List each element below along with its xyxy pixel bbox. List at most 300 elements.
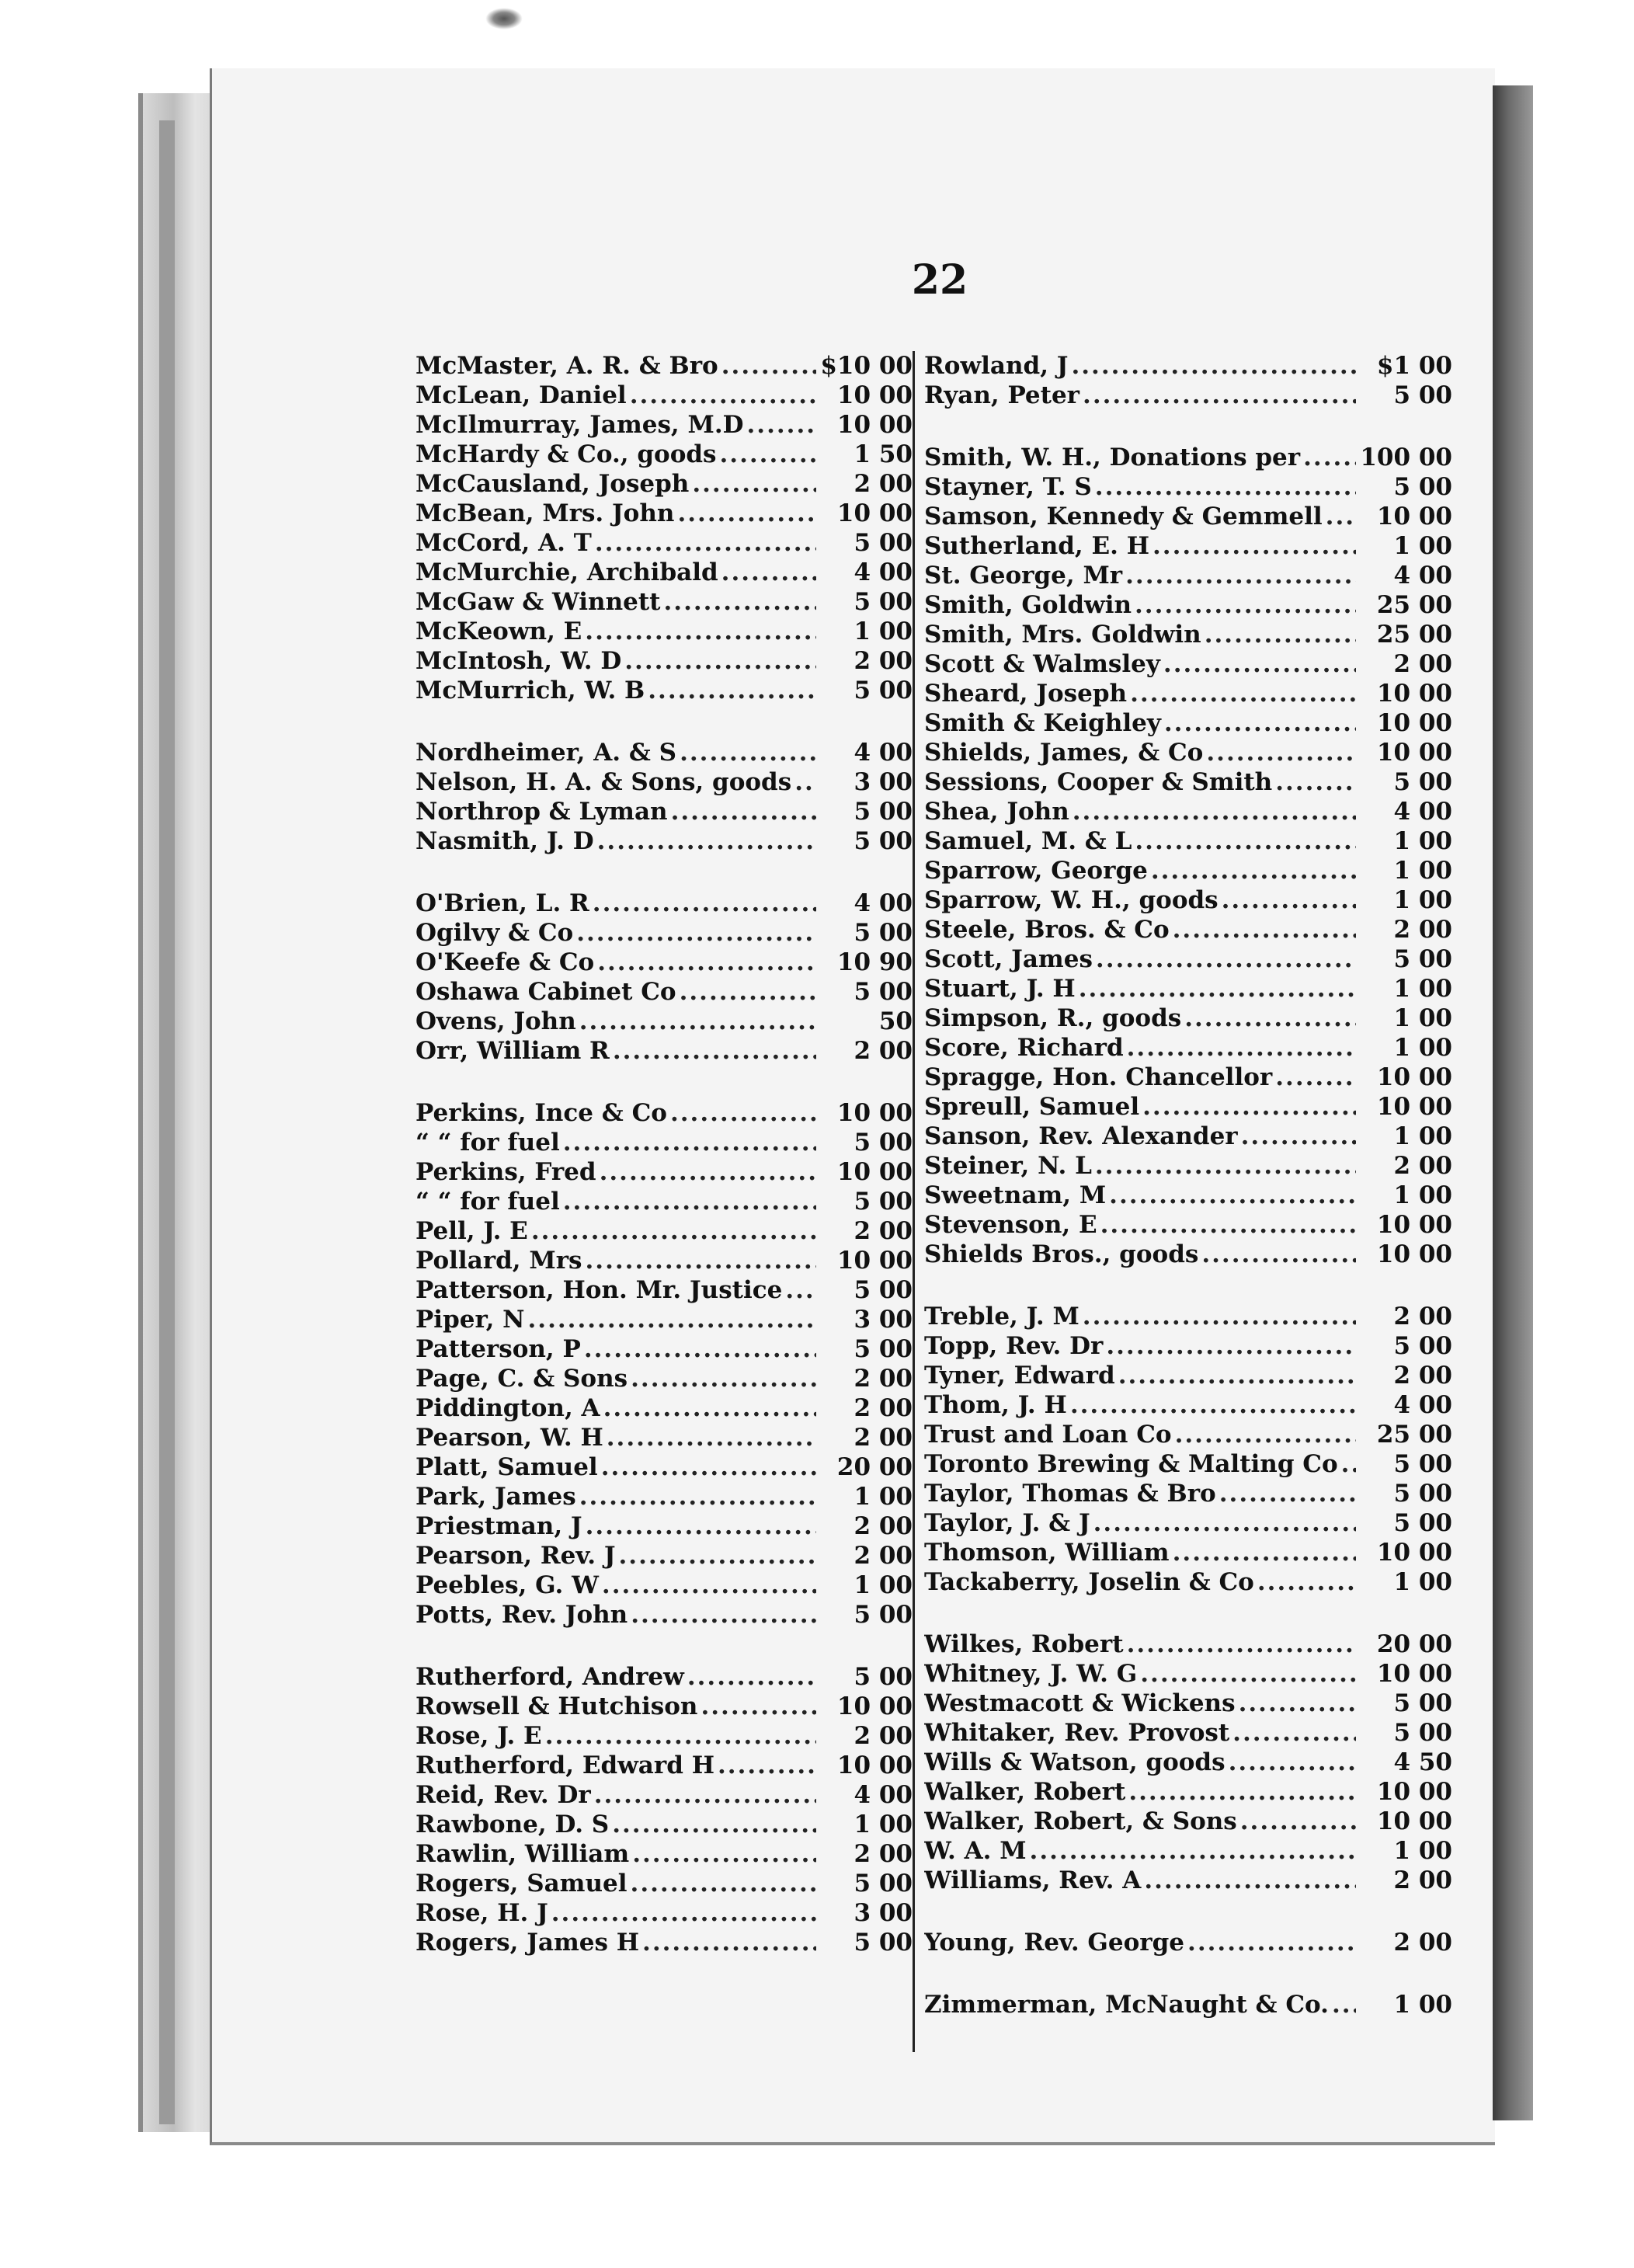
- dot-leader: [613, 1036, 816, 1066]
- subscription-amount: 5 00: [1393, 1719, 1452, 1747]
- subscriber-entry: [415, 767, 913, 797]
- dot-leader: [531, 1216, 816, 1246]
- subscription-amount: 10 00: [1376, 1093, 1452, 1121]
- subscriber-entry: [924, 1210, 1452, 1240]
- subscription-amount: 1 00: [1393, 975, 1452, 1003]
- subscriber-name: Tyner, Edward: [924, 1362, 1115, 1390]
- dot-leader: [586, 1246, 817, 1275]
- subscriber-name: Rutherford, Andrew: [415, 1663, 684, 1691]
- dot-leader: [1070, 1390, 1356, 1420]
- subscriber-entry: [924, 915, 1452, 944]
- subscriber-name: McCausland, Joseph: [415, 470, 690, 498]
- subscription-amount: 5 00: [854, 1129, 913, 1157]
- subscriber-name: McLean, Daniel: [415, 381, 627, 409]
- subscriber-name: Thomson, William: [924, 1539, 1170, 1567]
- subscription-amount: 1 50: [854, 440, 913, 468]
- dot-leader: [747, 410, 817, 440]
- subscription-amount: 10 00: [1376, 1240, 1452, 1268]
- subscription-amount: 5 00: [854, 1663, 913, 1691]
- subscription-amount: 5 00: [1393, 1450, 1452, 1478]
- paper-speck: [485, 8, 523, 30]
- subscription-amount: 10 00: [1376, 1807, 1452, 1835]
- subscriber-entry: [924, 738, 1452, 767]
- subscriber-entry: [924, 1866, 1452, 1895]
- subscriber-name: Taylor, Thomas & Bro: [924, 1480, 1216, 1508]
- dot-leader: [680, 738, 816, 767]
- subscriber-name: McGaw & Winnett: [415, 588, 661, 616]
- dot-leader: [1140, 1659, 1356, 1689]
- subscriber-entry: [415, 797, 913, 826]
- dot-leader: [1326, 502, 1356, 531]
- subscriber-entry: [924, 1659, 1452, 1689]
- subscriber-name: Park, James: [415, 1483, 576, 1511]
- dot-leader: [1175, 1420, 1356, 1449]
- subscription-amount: 5 00: [854, 1601, 913, 1629]
- subscriber-entry: [924, 1240, 1452, 1269]
- subscriber-name: Sutherland, E. H: [924, 532, 1150, 560]
- dot-leader: [1079, 974, 1356, 1004]
- subscriber-entry: [415, 948, 913, 977]
- dot-leader: [1240, 1807, 1356, 1836]
- subscription-amount: 100 00: [1360, 444, 1452, 471]
- subscription-amount: 2 00: [1393, 1929, 1452, 1957]
- dot-leader: [720, 440, 817, 469]
- dot-leader: [721, 558, 816, 587]
- subscription-amount: 5 00: [1393, 381, 1452, 409]
- subscriber-entry: [924, 381, 1452, 410]
- dot-leader: [597, 948, 816, 977]
- subscription-amount: 5 00: [854, 1870, 913, 1898]
- dot-leader: [1205, 620, 1356, 649]
- subscriber-name: Samson, Kennedy & Gemmell: [924, 503, 1323, 530]
- subscriber-name: Westmacott & Wickens: [924, 1689, 1236, 1717]
- dot-leader: [585, 617, 816, 646]
- subscriber-entry: [415, 1662, 913, 1692]
- subscriber-entry: [415, 1751, 913, 1780]
- subscription-amount: 2 00: [854, 1722, 913, 1750]
- subscription-amount: 10 00: [836, 1751, 913, 1779]
- subscriber-name: Whitney, J. W. G: [924, 1660, 1138, 1688]
- dot-leader: [1130, 679, 1356, 708]
- subscription-amount: 2 00: [1393, 1362, 1452, 1390]
- subscriber-entry: [415, 646, 913, 676]
- subscriber-entry: [924, 1990, 1452, 2019]
- subscriber-entry: [415, 1187, 913, 1216]
- dot-leader: [1184, 1004, 1356, 1033]
- dot-leader: [584, 1334, 816, 1364]
- subscription-amount: 2 00: [854, 1037, 913, 1065]
- right-column: [913, 351, 1452, 2052]
- dot-leader: [648, 676, 816, 705]
- subscriber-entry: [415, 469, 913, 499]
- dot-leader: [579, 1482, 816, 1511]
- dot-leader: [1109, 1181, 1356, 1210]
- dot-leader: [1073, 797, 1356, 826]
- subscriber-entry: [924, 1777, 1452, 1807]
- subscriber-entry: [415, 558, 913, 587]
- subscriber-name: W. A. M: [924, 1837, 1027, 1865]
- subscriber-entry: [415, 1098, 913, 1128]
- dot-leader: [1239, 1689, 1356, 1718]
- subscriber-entry: [924, 1063, 1452, 1092]
- subscriber-entry: [924, 1630, 1452, 1659]
- subscriber-entry: [924, 1181, 1452, 1210]
- subscriber-entry: [924, 1479, 1452, 1508]
- subscriber-name: Peebles, G. W: [415, 1571, 599, 1599]
- subscription-amount: 10 00: [1376, 1063, 1452, 1091]
- subscriber-name: Sanson, Rev. Alexander: [924, 1122, 1238, 1150]
- dot-leader: [692, 469, 816, 499]
- subscriber-entry: [415, 410, 913, 440]
- dot-leader: [1275, 767, 1356, 797]
- subscriber-name: Rowland, J: [924, 352, 1069, 380]
- subscription-amount: 1 00: [1393, 1991, 1452, 2019]
- subscriber-entry: [415, 381, 913, 410]
- subscriber-entry: [924, 826, 1452, 856]
- dot-leader: [545, 1721, 816, 1751]
- subscriber-name: Young, Rev. George: [924, 1929, 1185, 1957]
- dot-leader: [1163, 649, 1356, 679]
- subscriber-entry: [924, 1508, 1452, 1538]
- dot-leader: [718, 1751, 816, 1780]
- entry-group: [924, 1630, 1452, 1895]
- dot-leader: [664, 587, 817, 617]
- subscription-amount: 20 00: [836, 1453, 913, 1481]
- dot-leader: [595, 528, 816, 558]
- dot-leader: [1187, 1928, 1356, 1957]
- subscriber-name: McHardy & Co., goods: [415, 440, 717, 468]
- subscriber-name: Smith, Mrs. Goldwin: [924, 621, 1201, 649]
- subscriber-name: Patterson, Hon. Mr. Justice: [415, 1276, 783, 1304]
- subscriber-name: Spragge, Hon. Chancellor: [924, 1063, 1273, 1091]
- page-right-edge: [1493, 85, 1533, 2120]
- subscriber-entry: [415, 1511, 913, 1541]
- subscriber-name: Treble, J. M: [924, 1303, 1079, 1331]
- subscription-amount: 5 00: [854, 1188, 913, 1216]
- dot-leader: [1219, 1479, 1356, 1508]
- subscription-amount: 25 00: [1376, 1421, 1452, 1449]
- dot-leader: [1332, 1990, 1356, 2019]
- dot-leader: [600, 1157, 816, 1187]
- dot-leader: [527, 1305, 816, 1334]
- subscriber-entry: [415, 440, 913, 469]
- subscription-amount: 10 00: [836, 1099, 913, 1127]
- subscription-amount: 3 00: [854, 768, 913, 796]
- subscriber-name: Wilkes, Robert: [924, 1630, 1124, 1658]
- dot-leader: [1303, 443, 1356, 472]
- subscriber-entry: [924, 1836, 1452, 1866]
- subscriber-name: Walker, Robert: [924, 1778, 1126, 1806]
- dot-leader: [670, 1098, 816, 1128]
- subscriber-entry: [924, 1361, 1452, 1390]
- subscription-amount: 10 00: [1376, 1660, 1452, 1688]
- subscriber-name: McIlmurray, James, M.D: [415, 411, 744, 439]
- subscriber-entry: [924, 1538, 1452, 1567]
- dot-leader: [1232, 1718, 1356, 1748]
- subscriber-name: Sparrow, George: [924, 857, 1148, 885]
- subscriber-name: St. George, Mr: [924, 562, 1123, 590]
- subscription-amount: 5 00: [1393, 473, 1452, 501]
- dot-leader: [677, 499, 816, 528]
- subscriber-entry: [924, 885, 1452, 915]
- subscription-amount: 2 00: [1393, 650, 1452, 678]
- dot-leader: [721, 351, 816, 381]
- subscriber-name: Steele, Bros. & Co: [924, 916, 1170, 944]
- subscriber-name: Spreull, Samuel: [924, 1093, 1140, 1121]
- subscriber-entry: [924, 1302, 1452, 1331]
- dot-leader: [794, 767, 816, 797]
- dot-leader: [1071, 351, 1356, 381]
- dot-leader: [563, 1128, 816, 1157]
- subscriber-name: Zimmerman, McNaught & Co.: [924, 1991, 1329, 2019]
- subscription-amount: 5 00: [1393, 945, 1452, 973]
- dot-leader: [1127, 1630, 1356, 1659]
- subscriber-entry: [415, 351, 913, 381]
- subscriber-name: Platt, Samuel: [415, 1453, 598, 1481]
- subscriber-name: Taylor, J. & J: [924, 1509, 1090, 1537]
- subscriber-name: McMaster, A. R. & Bro: [415, 352, 718, 380]
- subscription-amount: 10 00: [1376, 503, 1452, 530]
- dot-leader: [1206, 738, 1356, 767]
- subscriber-entry: [924, 1748, 1452, 1777]
- subscription-amount: 10 00: [1376, 1778, 1452, 1806]
- subscription-amount: 5 00: [854, 1929, 913, 1957]
- subscriber-entry: [415, 1216, 913, 1246]
- subscription-amount: 4 00: [1393, 1391, 1452, 1419]
- subscription-amount: 10 00: [1376, 709, 1452, 737]
- subscriber-name: Tackaberry, Joselin & Co: [924, 1568, 1254, 1596]
- subscriber-entry: [415, 738, 913, 767]
- subscriber-entry: [924, 767, 1452, 797]
- subscriber-entry: [415, 1157, 913, 1187]
- subscription-amount: 10 00: [836, 1692, 913, 1720]
- subscriber-name: Perkins, Fred: [415, 1158, 596, 1186]
- subscription-amount: 5 00: [854, 978, 913, 1006]
- subscriber-entry: [415, 1334, 913, 1364]
- subscriber-entry: [924, 1331, 1452, 1361]
- subscription-amount: 5 00: [1393, 1689, 1452, 1717]
- subscriber-name: Piper, N: [415, 1306, 525, 1334]
- subscription-amount: 2 00: [1393, 916, 1452, 944]
- subscription-amount: 2 00: [854, 1394, 913, 1422]
- subscriber-entry: [415, 1305, 913, 1334]
- subscription-amount: 3 00: [854, 1899, 913, 1927]
- subscription-amount: 1 00: [1393, 827, 1452, 855]
- subscriber-name: Reid, Rev. Dr: [415, 1781, 591, 1809]
- subscriber-name: Topp, Rev. Dr: [924, 1332, 1104, 1360]
- subscriber-name: Shields Bros., goods: [924, 1240, 1199, 1268]
- subscriber-name: Trust and Loan Co: [924, 1421, 1172, 1449]
- subscription-amount: 1 00: [1393, 1004, 1452, 1032]
- subscription-amount: 1 00: [1393, 1837, 1452, 1865]
- dot-leader: [1127, 1033, 1356, 1063]
- subscriber-name: Sparrow, W. H., goods: [924, 886, 1219, 914]
- subscriber-entry: [924, 1689, 1452, 1718]
- entry-group: [415, 351, 913, 705]
- page-number: 22: [911, 256, 968, 304]
- subscriber-entry: [924, 590, 1452, 620]
- subscriber-entry: [415, 1423, 913, 1452]
- subscription-amount: $10 00: [820, 352, 913, 380]
- subscriber-name: McBean, Mrs. John: [415, 499, 675, 527]
- dot-leader: [1142, 1092, 1356, 1122]
- dot-leader: [593, 889, 816, 918]
- subscriber-name: Nelson, H. A. & Sons, goods: [415, 768, 792, 796]
- subscription-amount: 10 00: [1376, 1539, 1452, 1567]
- subscription-amount: 10 00: [836, 381, 913, 409]
- subscriber-name: Patterson, P: [415, 1335, 581, 1363]
- subscriber-entry: [415, 1036, 913, 1066]
- subscription-amount: 1 00: [854, 617, 913, 645]
- dot-leader: [1100, 1210, 1356, 1240]
- subscriber-entry: [924, 944, 1452, 974]
- entry-group: [924, 443, 1452, 1269]
- dot-leader: [642, 1928, 816, 1957]
- subscriber-name: Nasmith, J. D: [415, 827, 594, 855]
- entry-group: [924, 1302, 1452, 1597]
- dot-leader: [619, 1541, 816, 1571]
- subscriber-name: Ovens, John: [415, 1007, 576, 1035]
- dot-leader: [1173, 915, 1356, 944]
- subscriber-entry: [924, 1390, 1452, 1420]
- subscriber-entry: [415, 1839, 913, 1869]
- subscriber-entry: [415, 1721, 913, 1751]
- dot-leader: [1135, 590, 1356, 620]
- entry-group: [415, 1098, 913, 1630]
- subscriber-name: Ryan, Peter: [924, 381, 1080, 409]
- subscriber-name: Sheard, Joseph: [924, 680, 1128, 708]
- subscription-amount: 5 00: [854, 1335, 913, 1363]
- subscription-amount: 5 00: [854, 919, 913, 947]
- subscription-amount: 1 00: [1393, 532, 1452, 560]
- subscription-amount: 10 00: [836, 1247, 913, 1275]
- subscriber-entry: [924, 472, 1452, 502]
- dot-leader: [563, 1187, 816, 1216]
- dot-leader: [576, 918, 816, 948]
- dot-leader: [1275, 1063, 1356, 1092]
- dot-leader: [1135, 826, 1356, 856]
- subscriber-name: Rawlin, William: [415, 1840, 630, 1868]
- subscription-amount: 10 00: [1376, 1211, 1452, 1239]
- subscription-amount: 5 00: [1393, 768, 1452, 796]
- dot-leader: [1128, 1777, 1356, 1807]
- subscriber-name: Rogers, James H: [415, 1929, 640, 1957]
- book-spine-fold: [159, 120, 175, 2124]
- subscriber-name: Smith, W. H., Donations per: [924, 444, 1301, 471]
- subscriber-entry: [924, 1420, 1452, 1449]
- subscription-amount: 25 00: [1376, 591, 1452, 619]
- subscriber-name: Pearson, Rev. J: [415, 1542, 616, 1570]
- subscriber-entry: [924, 856, 1452, 885]
- dot-leader: [1106, 1331, 1356, 1361]
- subscriber-entry: [924, 620, 1452, 649]
- subscriber-name: Rowsell & Hutchison: [415, 1692, 698, 1720]
- subscription-amount: 5 00: [1393, 1332, 1452, 1360]
- subscriber-name: Rose, H. J: [415, 1899, 548, 1927]
- subscriber-name: Perkins, Ince & Co: [415, 1099, 667, 1127]
- subscription-amount: 5 00: [854, 798, 913, 826]
- subscriber-name: McMurrich, W. B: [415, 677, 645, 704]
- dot-leader: [1164, 708, 1356, 738]
- subscriber-name: Samuel, M. & L: [924, 827, 1132, 855]
- dot-leader: [1030, 1836, 1356, 1866]
- dot-leader: [624, 646, 816, 676]
- subscriber-entry: [924, 351, 1452, 381]
- subscription-amount: 4 00: [1393, 798, 1452, 826]
- dot-leader: [601, 1452, 816, 1482]
- dot-leader: [1241, 1122, 1356, 1151]
- subscriber-entry: [415, 1541, 913, 1571]
- subscription-amount: 10 00: [836, 1158, 913, 1186]
- subscriber-entry: [415, 1692, 913, 1721]
- entry-group: [415, 738, 913, 856]
- subscription-amount: 2 00: [1393, 1303, 1452, 1331]
- subscriber-name: Pollard, Mrs: [415, 1247, 582, 1275]
- subscriber-entry: [924, 1092, 1452, 1122]
- dot-leader: [785, 1275, 816, 1305]
- subscriber-name: Oshawa Cabinet Co: [415, 978, 676, 1006]
- subscriber-name: O'Brien, L. R: [415, 889, 589, 917]
- subscriber-name: Thom, J. H: [924, 1391, 1067, 1419]
- subscriber-name: McIntosh, W. D: [415, 647, 622, 675]
- subscriber-name: Sweetnam, M: [924, 1181, 1107, 1209]
- subscriber-name: Wills & Watson, goods: [924, 1748, 1226, 1776]
- dot-leader: [1222, 885, 1356, 915]
- subscriber-entry: [924, 708, 1452, 738]
- dot-leader: [612, 1810, 816, 1839]
- subscriber-entry: [415, 826, 913, 856]
- subscriber-entry: [924, 974, 1452, 1004]
- subscriber-name: Smith, Goldwin: [924, 591, 1132, 619]
- subscriber-entry: [924, 1004, 1452, 1033]
- subscription-amount: 1 00: [1393, 1122, 1452, 1150]
- subscriber-entry: [415, 1128, 913, 1157]
- subscriber-entry: [924, 1718, 1452, 1748]
- subscriber-name: Williams, Rev. A: [924, 1866, 1142, 1894]
- subscription-amount: 2 00: [854, 470, 913, 498]
- entry-group: [924, 351, 1452, 410]
- dot-leader: [551, 1898, 816, 1928]
- subscriber-name: Priestman, J: [415, 1512, 582, 1540]
- subscriber-entry: [924, 1151, 1452, 1181]
- subscriber-name: Piddington, A: [415, 1394, 600, 1422]
- subscription-amount: 1 00: [1393, 886, 1452, 914]
- subscription-amount: 2 00: [854, 1424, 913, 1452]
- subscriber-entry: [415, 499, 913, 528]
- subscriber-name: “ “ for fuel: [415, 1188, 560, 1216]
- subscription-amount: 2 00: [854, 647, 913, 675]
- subscriber-name: O'Keefe & Co: [415, 948, 595, 976]
- subscriber-name: Potts, Rev. John: [415, 1601, 628, 1629]
- subscriber-entry: [415, 1393, 913, 1423]
- dot-leader: [1151, 856, 1356, 885]
- subscriber-entry: [415, 1869, 913, 1898]
- dot-leader: [1125, 561, 1356, 590]
- subscriber-entry: [415, 1898, 913, 1928]
- subscription-amount: 10 00: [836, 411, 913, 439]
- subscriber-name: Rogers, Samuel: [415, 1870, 628, 1898]
- subscription-amount: 20 00: [1376, 1630, 1452, 1658]
- dot-leader: [1083, 1302, 1356, 1331]
- subscriber-entry: [415, 889, 913, 918]
- dot-leader: [1096, 944, 1356, 974]
- subscriber-name: Page, C. & Sons: [415, 1365, 628, 1393]
- subscriber-name: Scott, James: [924, 945, 1093, 973]
- dot-leader: [586, 1511, 816, 1541]
- subscription-amount: 2 00: [854, 1840, 913, 1868]
- subscription-amount: 5 00: [1393, 1509, 1452, 1537]
- subscriber-name: Rose, J. E: [415, 1722, 542, 1750]
